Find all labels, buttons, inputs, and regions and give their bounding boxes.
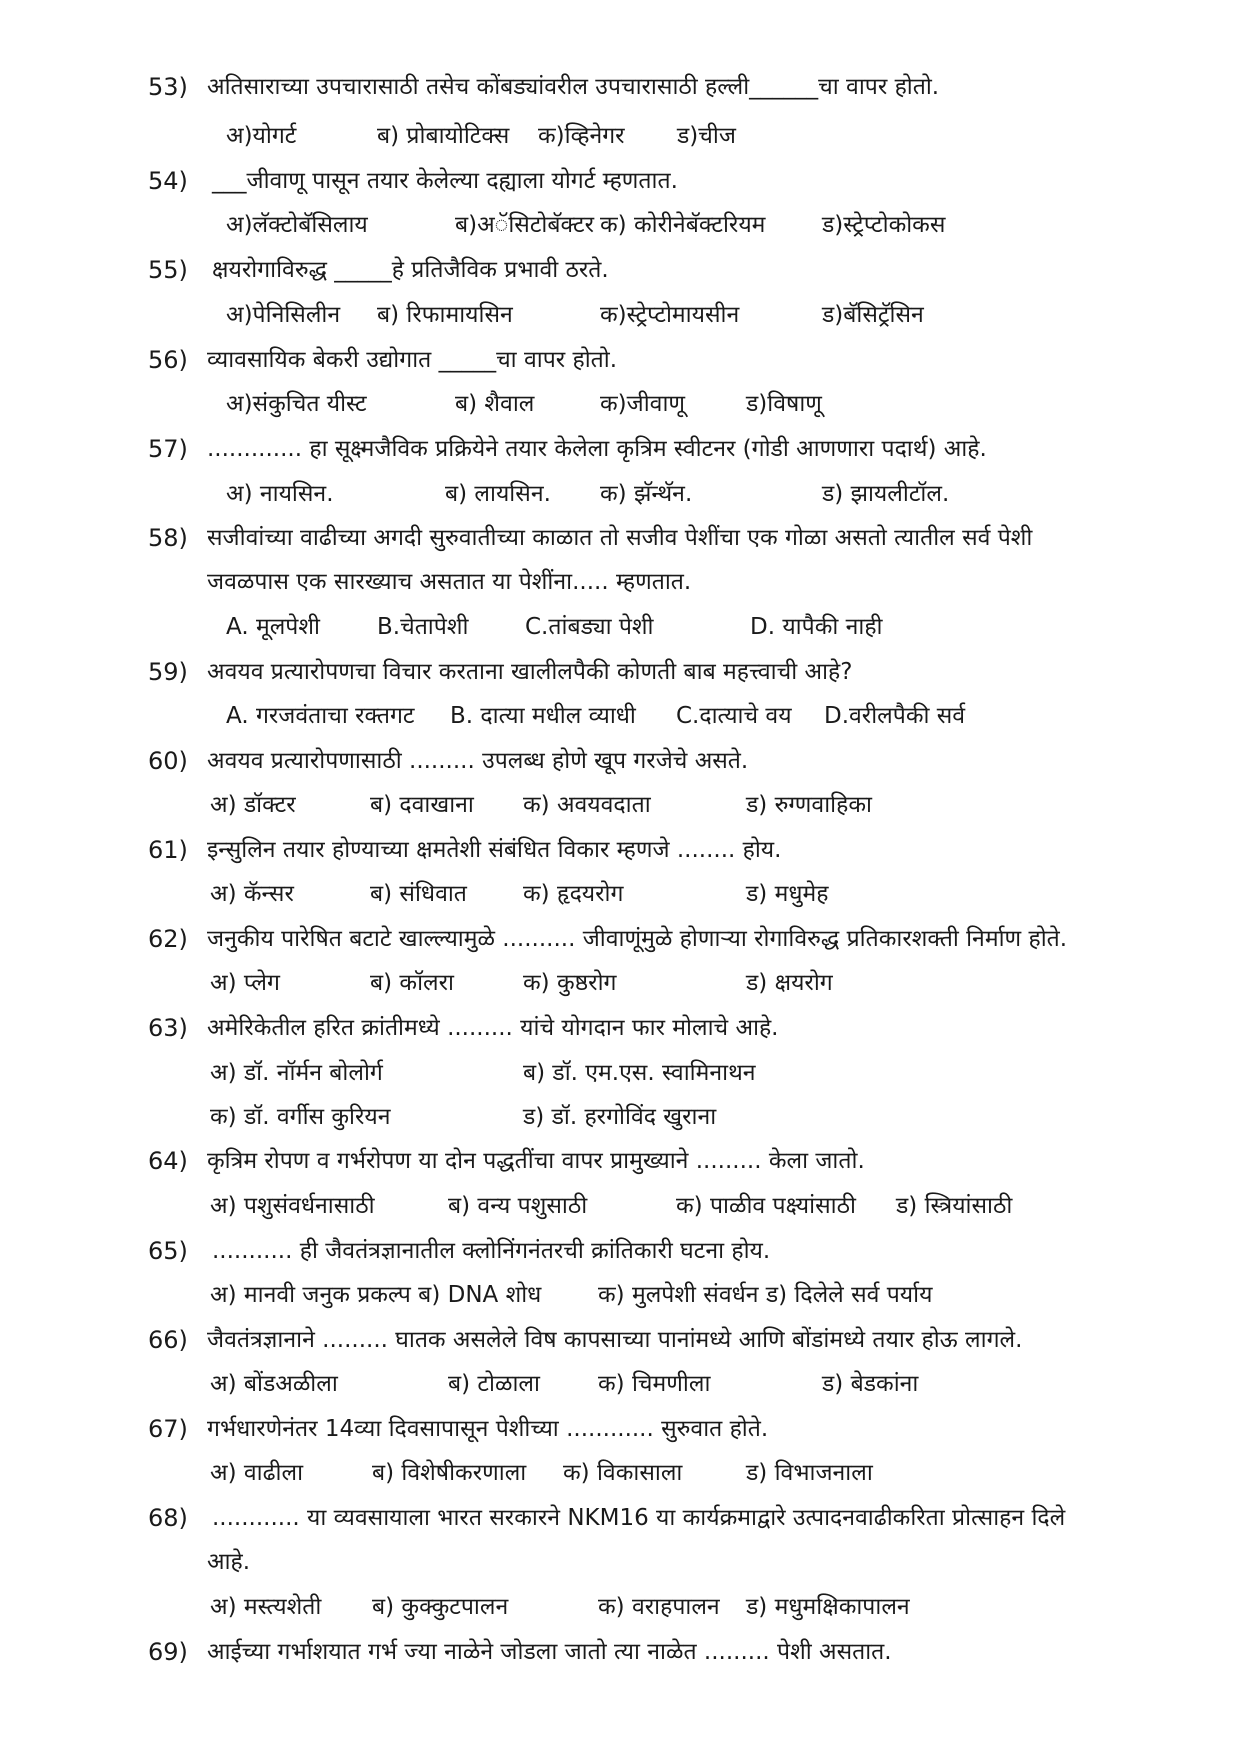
question-number: 65) [148, 1237, 188, 1265]
option: A. मूलपेशी [226, 614, 320, 640]
option: C.दात्याचे वय [676, 703, 792, 729]
option: ड) क्षयरोग [746, 970, 833, 996]
question-number: 54) [148, 167, 188, 195]
option: ब) शैवाल [455, 391, 535, 417]
option: ब)अॅसिटोबॅक्टर [455, 212, 595, 238]
option: ड) बेडकांना [822, 1371, 919, 1397]
question-text: इन्सुलिन तयार होण्याच्या क्षमतेशी संबंधित विकार म्हणजे ........ होय. [207, 837, 782, 863]
option: क) अवयवदाता [523, 792, 651, 818]
option: ब) विशेषीकरणाला [372, 1460, 527, 1486]
option: अ)लॅक्टोबॅसिलाय [226, 212, 368, 238]
question-text: गर्भधारणेनंतर 14व्या दिवसापासून पेशीच्या ............ सुरुवात होते. [207, 1416, 769, 1442]
option: क) कुष्ठरोग [523, 970, 617, 996]
question-text: ............. हा सूक्ष्मजैविक प्रक्रियेने तयार केलेला कृत्रिम स्वीटनर (गोडी आणणारा पदार्थ) आहे. [207, 436, 987, 462]
option: अ)पेनिसिलीन [226, 302, 341, 328]
question-text: ............ या व्यवसायाला भारत सरकारने NKM16 या कार्यक्रमाद्वारे उत्पादनवाढीकरिता प्रोत्साहन दिले [212, 1505, 1066, 1531]
option: ड)विषाणू [746, 391, 822, 417]
question-number: 57) [148, 435, 188, 463]
question-text: अतिसाराच्या उपचारासाठी तसेच कोंबड्यांवरील उपचारासाठी हल्ली______चा वापर होतो. [207, 74, 940, 100]
question-text: अवयव प्रत्यारोपणासाठी ......... उपलब्ध होणे खूप गरजेचे असते. [207, 748, 749, 774]
question-text: जैवतंत्रज्ञानाने ......... घातक असलेले विष कापसाच्या पानांमध्ये आणि बोंडांमध्ये तयार होऊ लागले. [207, 1327, 1023, 1353]
question-text: ___जीवाणू पासून तयार केलेल्या दह्याला योगर्ट म्हणतात. [212, 168, 678, 194]
option: ड)बॅसिट्रॅसिन [822, 302, 924, 328]
option: B.चेतापेशी [377, 614, 469, 640]
question-number: 53) [148, 73, 188, 101]
question-text: अवयव प्रत्यारोपणचा विचार करताना खालीलपैकी कोणती बाब महत्त्वाची आहे? [207, 659, 853, 685]
option: ब) वन्य पशुसाठी [448, 1193, 588, 1219]
option: ड) विभाजनाला [746, 1460, 873, 1486]
option: ब) दवाखाना [370, 792, 474, 818]
option: ब) संधिवात [370, 881, 467, 907]
option: क)स्ट्रेप्टोमायसीन [600, 302, 740, 328]
question-text: आहे. [207, 1549, 251, 1575]
option: ड) डॉ. हरगोविंद खुराना [523, 1104, 717, 1130]
question-text: जनुकीय पारेषित बटाटे खाल्ल्यामुळे .......... जीवाणूंमुळे होणाऱ्या रोगाविरुद्ध प्रतिकारशक्ती निर्माण होते. [207, 926, 1068, 952]
question-number: 68) [148, 1504, 188, 1532]
option: क) चिमणीला [598, 1371, 711, 1397]
option: अ) पशुसंवर्धनासाठी [210, 1193, 375, 1219]
option: अ) कॅन्सर [210, 881, 294, 907]
option: क) कोरीनेबॅक्टरियम [600, 212, 766, 238]
option: क) हृदयरोग [523, 881, 624, 907]
question-number: 64) [148, 1147, 188, 1175]
option: ड) झायलीटॉल. [822, 481, 950, 507]
option: क) डॉ. वर्गीस कुरियन [210, 1104, 391, 1130]
option: अ) मानवी जनुक प्रकल्प ब) DNA शोध [210, 1282, 542, 1308]
question-number: 58) [148, 524, 188, 552]
question-number: 63) [148, 1014, 188, 1042]
option: क) विकासाला [563, 1460, 683, 1486]
option: ड)चीज [677, 123, 736, 149]
option: अ) वाढीला [210, 1460, 304, 1486]
question-text: जवळपास एक सारख्याच असतात या पेशींना..... म्हणतात. [207, 569, 692, 595]
question-number: 67) [148, 1415, 188, 1443]
option: क) पाळीव पक्ष्यांसाठी [676, 1193, 856, 1219]
option: ड) मधुमेह [746, 881, 829, 907]
option: ड) मधुमक्षिकापालन [746, 1594, 910, 1620]
option: ब) कॉलरा [370, 970, 454, 996]
option: अ) नायसिन. [226, 481, 334, 507]
option: ड) स्त्रियांसाठी [896, 1193, 1013, 1219]
question-number: 55) [148, 256, 188, 284]
question-text: क्षयरोगाविरुद्ध _____हे प्रतिजैविक प्रभावी ठरते. [212, 257, 609, 283]
option: A. गरजवंताचा रक्तगट [226, 703, 415, 729]
option: ड) रुग्णवाहिका [746, 792, 872, 818]
question-number: 59) [148, 658, 188, 686]
option: C.तांबड्या पेशी [525, 614, 654, 640]
option: क) झॅन्थॅन. [600, 481, 693, 507]
option: क) वराहपालन [598, 1594, 720, 1620]
option: B. दात्या मधील व्याधी [450, 703, 636, 729]
option: अ)संकुचित यीस्ट [226, 391, 367, 417]
question-text: कृत्रिम रोपण व गर्भरोपण या दोन पद्धतींचा वापर प्रामुख्याने ......... केला जातो. [207, 1148, 865, 1174]
question-text: सजीवांच्या वाढीच्या अगदी सुरुवातीच्या काळात तो सजीव पेशींचा एक गोळा असतो त्यातील सर्व पेशी [207, 525, 1033, 551]
option: अ) प्लेग [210, 970, 280, 996]
option: ब) लायसिन. [445, 481, 551, 507]
option: D.वरीलपैकी सर्व [824, 703, 966, 729]
question-text: अमेरिकेतील हरित क्रांतीमध्ये ......... यांचे योगदान फार मोलाचे आहे. [207, 1015, 779, 1041]
option: ब) डॉ. एम.एस. स्वामिनाथन [523, 1060, 756, 1086]
question-text: व्यावसायिक बेकरी उद्योगात _____चा वापर होतो. [207, 347, 618, 373]
question-number: 62) [148, 925, 188, 953]
option: अ) डॉ. नॉर्मन बोलोर्ग [210, 1060, 383, 1086]
option: D. यापैकी नाही [750, 614, 883, 640]
question-number: 69) [148, 1638, 188, 1666]
question-text: ........... ही जैवतंत्रज्ञानातील क्लोनिंगनंतरची क्रांतिकारी घटना होय. [212, 1238, 771, 1264]
option: क)जीवाणू [600, 391, 686, 417]
option: ब) कुक्कुटपालन [372, 1594, 509, 1620]
question-number: 56) [148, 346, 188, 374]
option: ब) रिफामायसिन [377, 302, 513, 328]
option: क)व्हिनेगर [538, 123, 625, 149]
option: ब) प्रोबायोटिक्स [377, 123, 510, 149]
option: क) मुलपेशी संवर्धन ड) दिलेले सर्व पर्याय [598, 1282, 933, 1308]
option: अ)योगर्ट [226, 123, 297, 149]
question-number: 60) [148, 747, 188, 775]
option: ड)स्ट्रेप्टोकोकस [822, 212, 946, 238]
option: अ) बोंडअळीला [210, 1371, 338, 1397]
question-number: 61) [148, 836, 188, 864]
option: अ) डॉक्टर [210, 792, 296, 818]
question-number: 66) [148, 1326, 188, 1354]
option: अ) मस्त्यशेती [210, 1594, 322, 1620]
option: ब) टोळाला [448, 1371, 540, 1397]
question-text: आईच्या गर्भाशयात गर्भ ज्या नाळेने जोडला जातो त्या नाळेत ......... पेशी असतात. [207, 1639, 892, 1665]
